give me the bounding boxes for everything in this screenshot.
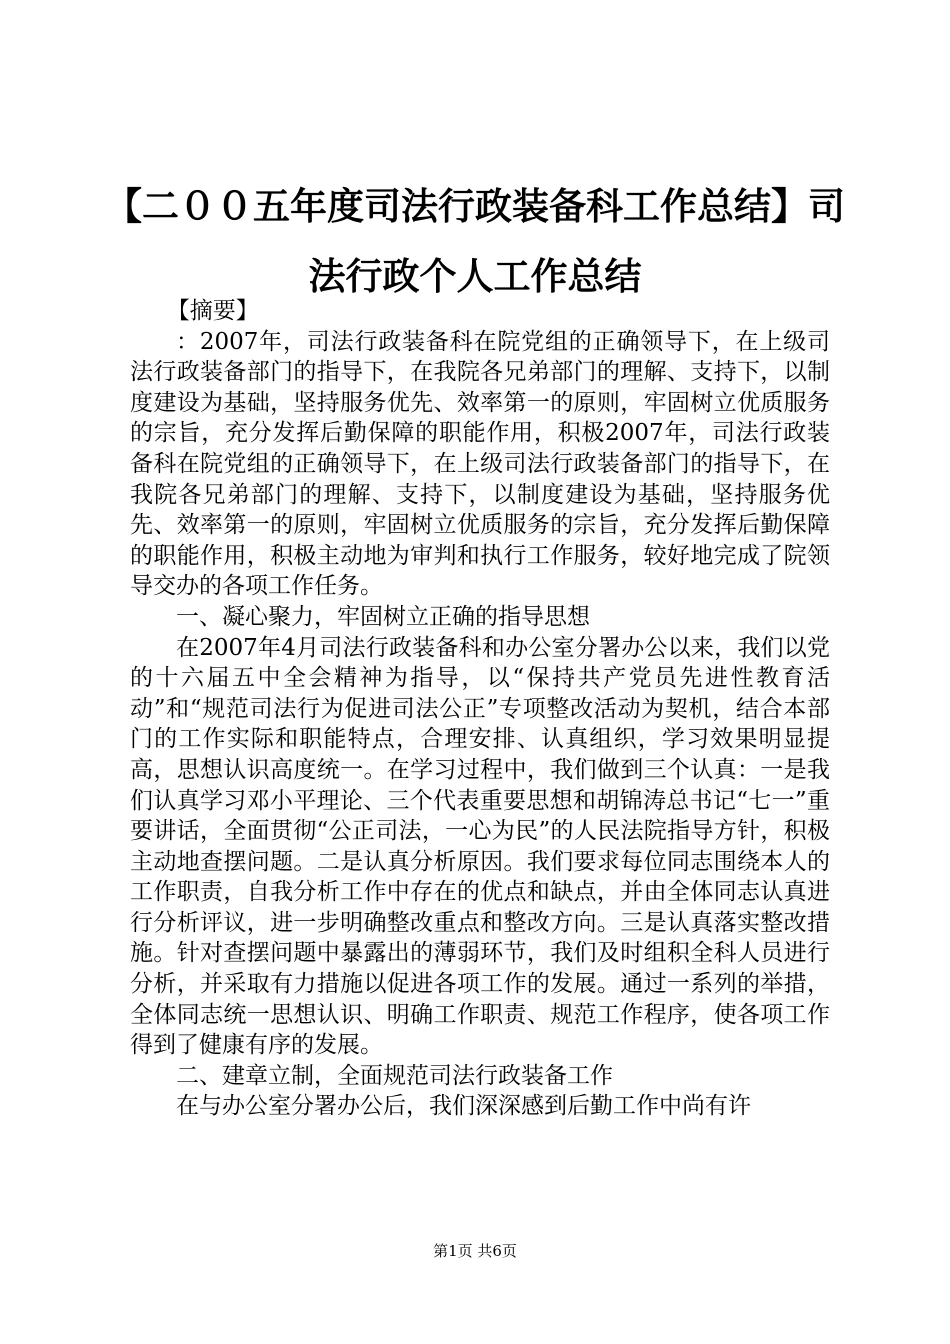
section-heading-2: 二、建章立制，全面规范司法行政装备工作 [176,1062,613,1089]
document-body [130,296,830,1122]
section-heading-1: 一、凝心聚力，牢固树立正确的指导思想 [176,603,590,630]
document-title: 【二００五年度司法行政装备科工作总结】司法行政个人工作总结 [105,185,845,298]
section-2-paragraph: 在与办公室分署办公后，我们深深感到后勤工作中尚有许 [176,1093,751,1120]
section-1-paragraph: 在2007年4月司法行政装备科和办公室分署办公以来，我们以党的十六届五中全会精神为指导，以“保持共产党员先进性教育活动”和“规范司法行为促进司法公正”专项整改活动为契机，结合本部门的工作实际和职能特点，合理安排、认真组织，学习效果明显提高，思想认识高度统一。在学习过程中，我们做到三个认真：一是我们认真学习邓小平理论、三个代表重要思想和胡锦涛总书记“七一”重要讲话，全面贯彻“公正司法，一心为民”的人民法院指导方针，积极主动地查摆问题。二是认真分析原因。我们要求每位同志围绕本人的工作职责，自我分析工作中存在的优点和缺点，并由全体同志认真进行分析评议，进一步明确整改重点和整改方向。三是认真落实整改措施。针对查摆问题中暴露出的薄弱环节，我们及时组积全科人员进行分析，并采取有力措施以促进各项工作的发展。通过一系列的举措，全体同志统一思想认识、明确工作职责、规范工作程序，使各项工作得到了健康有序的发展。 [130,634,830,1059]
page-footer: 第1页 共6页 [433,1242,517,1260]
abstract-label: 【摘要】 [166,298,259,324]
abstract-paragraph: ：2007年，司法行政装备科在院党组的正确领导下，在上级司法行政装备部门的指导下，在我院各兄弟部门的理解、支持下，以制度建设为基础，坚持服务优先、效率第一的原则，牢固树立优质服务的宗旨，充分发挥后勤保障的职能作用，积极2007年，司法行政装备科在院党组的正确领导下，在上级司法行政装备部门的指导下，在我院各兄弟部门的理解、支持下，以制度建设为基础，坚持服务优先、效率第一的原则，牢固树立优质服务的宗旨，充分发挥后勤保障的职能作用，积极主动地为审判和执行工作服务，较好地完成了院领导交办的各项工作任务。 [130,328,830,600]
